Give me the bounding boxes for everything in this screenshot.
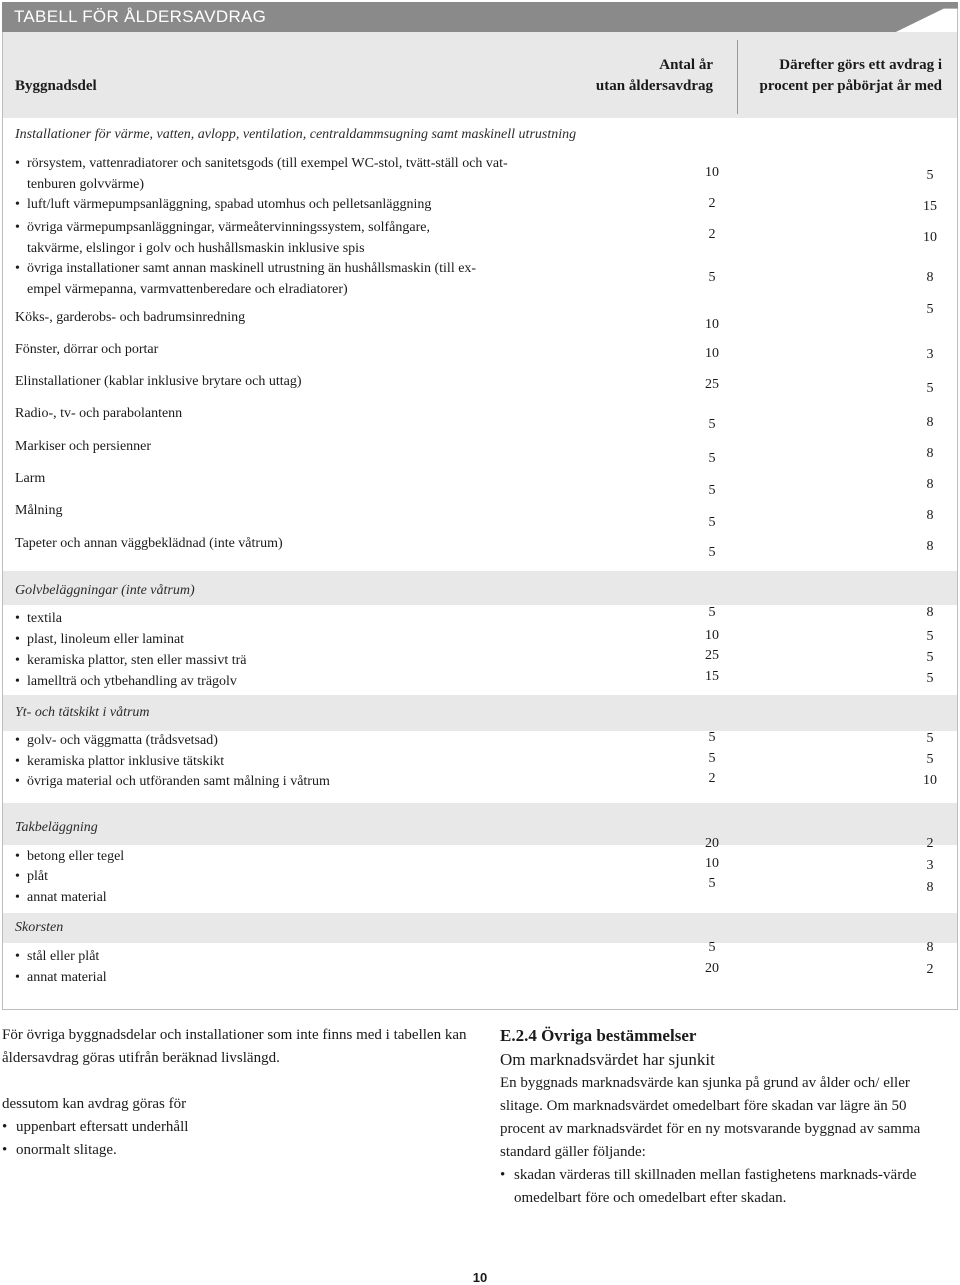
row-label: annat material — [27, 970, 107, 985]
table-title-bar — [2, 2, 958, 32]
percent-value: 5 — [926, 302, 934, 317]
bullet: • — [15, 220, 20, 235]
years-value: 5 — [708, 483, 716, 498]
footer-bullet-list — [2, 1116, 472, 1162]
section-title-yt-och-tatskikt: Yt- och tätskikt i våtrum — [15, 705, 150, 720]
years-value: 10 — [705, 165, 719, 180]
section-title-installationer: Installationer för värme, vatten, avlopp, ventilation, centraldammsugning samt maskinell utrustning — [15, 127, 577, 142]
table-row — [15, 650, 246, 671]
years-value: 2 — [708, 227, 716, 242]
table-row — [15, 608, 62, 629]
percent-value: 5 — [926, 731, 934, 746]
section-band — [3, 913, 957, 943]
percent-value: 5 — [926, 381, 934, 396]
years-value: 15 — [705, 669, 719, 684]
row-label: textila — [27, 611, 62, 626]
years-value: 20 — [705, 961, 719, 976]
header-byggnadsdel: Byggnadsdel — [15, 78, 97, 94]
section-subheading: Om marknadsvärdet har sjunkit — [500, 1050, 715, 1069]
bullet: • — [15, 949, 20, 964]
footer-left-column — [2, 1024, 472, 1162]
table-row — [15, 730, 218, 751]
bullet: • — [15, 632, 20, 647]
row-label: övriga material och utföranden samt målning i våtrum — [27, 774, 330, 789]
years-value: 2 — [708, 196, 716, 211]
percent-value: 2 — [926, 836, 934, 851]
row-label: plåt — [27, 869, 48, 884]
row-label: betong eller tegel — [27, 849, 125, 864]
row-label: rörsystem, vattenradiatorer och sanitetsgods (till exempel WC-stol, tvätt-ställ och vat- tenburen golvvärme) — [27, 156, 508, 192]
percent-value: 8 — [926, 446, 934, 461]
table-row — [15, 751, 224, 772]
bullet: • — [15, 733, 20, 748]
header-antal-ar: Antal år utan åldersavdrag — [595, 57, 713, 94]
percent-value: 5 — [926, 629, 934, 644]
bullet: • — [15, 849, 20, 864]
years-value: 5 — [708, 730, 716, 745]
years-value: 5 — [708, 751, 716, 766]
row-label: Målning — [15, 503, 63, 518]
years-value: 25 — [705, 648, 719, 663]
percent-value: 10 — [923, 230, 937, 245]
years-value: 10 — [705, 346, 719, 361]
row-label: övriga installationer samt annan maskinell utrustning än hushållsmaskin (till ex- empel värmepanna, varmvattenberedare och elradiatorer) — [27, 261, 477, 297]
bullet: • — [15, 611, 20, 626]
table-row — [15, 967, 107, 988]
bullet: • — [15, 674, 20, 689]
row-label: Larm — [15, 471, 46, 486]
page-number: 10 — [472, 1270, 488, 1285]
row-label: keramiska plattor, sten eller massivt trä — [27, 653, 247, 668]
years-value: 5 — [708, 270, 716, 285]
percent-value: 8 — [926, 940, 934, 955]
table-row — [15, 671, 237, 692]
years-value: 2 — [708, 771, 716, 786]
bullet: • — [15, 890, 20, 905]
section-heading: E.2.4 Övriga bestämmelser — [500, 1026, 697, 1045]
bullet: • — [15, 261, 20, 276]
row-label: Radio-, tv- och parabolantenn — [15, 406, 183, 421]
percent-value: 8 — [926, 539, 934, 554]
bullet: • — [15, 970, 20, 985]
years-value: 10 — [705, 856, 719, 871]
table-row — [15, 217, 430, 259]
section-title-golvbelaggningar: Golvbeläggningar (inte våtrum) — [15, 583, 195, 598]
row-label: lamellträ och ytbehandling av trägolv — [27, 674, 237, 689]
section-band — [3, 803, 957, 845]
table-row — [15, 153, 508, 195]
percent-value: 8 — [926, 477, 934, 492]
header-column-separator — [737, 40, 738, 114]
percent-value: 3 — [926, 858, 934, 873]
bullet: • — [15, 774, 20, 789]
years-value: 5 — [708, 515, 716, 530]
row-label: Tapeter och annan väggbeklädnad (inte våtrum) — [15, 536, 283, 551]
list-item: • uppenbart eftersatt underhåll — [2, 1116, 472, 1139]
years-value: 5 — [708, 876, 716, 891]
row-label: stål eller plåt — [27, 949, 100, 964]
footer-right-column — [500, 1024, 955, 1210]
table-row — [15, 194, 431, 215]
table-row — [15, 846, 124, 867]
footer-paragraph: dessutom kan avdrag göras för — [2, 1096, 187, 1112]
years-value: 10 — [705, 317, 719, 332]
percent-value: 8 — [926, 880, 934, 895]
table-row — [15, 887, 107, 908]
row-label: plast, linoleum eller laminat — [27, 632, 185, 647]
bullet: • — [15, 653, 20, 668]
row-label: Fönster, dörrar och portar — [15, 342, 159, 357]
header-avdrag-procent: Därefter görs ett avdrag i procent per påbörjat år med — [759, 57, 942, 94]
percent-value: 5 — [926, 671, 934, 686]
list-item: • skadan värderas till skillnaden mellan fastighetens marknads-värde omedelbart före och omedelbart efter skadan. — [500, 1164, 955, 1210]
row-label: annat material — [27, 890, 107, 905]
years-value: 5 — [708, 605, 716, 620]
bullet: • — [15, 754, 20, 769]
percent-value: 8 — [926, 270, 934, 285]
percent-value: 8 — [926, 415, 934, 430]
percent-value: 3 — [926, 347, 934, 362]
row-label: övriga värmepumpsanläggningar, värmeåtervinningssystem, solfångare, takvärme, elslingor i golv och hushållsmaskin inklusive spis — [27, 220, 430, 256]
footer-paragraph: För övriga byggnadsdelar och installationer som inte finns med i tabellen kan åldersavdrag göras utifrån beräknad livslängd. — [2, 1027, 467, 1066]
row-label: keramiska plattor inklusive tätskikt — [27, 754, 225, 769]
years-value: 25 — [705, 377, 719, 392]
percent-value: 8 — [926, 605, 934, 620]
percent-value: 10 — [923, 773, 937, 788]
bullet: • — [15, 156, 20, 171]
section-title-skorsten: Skorsten — [15, 920, 64, 935]
years-value: 5 — [708, 451, 716, 466]
row-label: Köks-, garderobs- och badrumsinredning — [15, 310, 246, 325]
section-title-takbelaggning: Takbeläggning — [15, 820, 98, 835]
list-item: • onormalt slitage. — [2, 1139, 472, 1162]
row-label: golv- och väggmatta (trådsvetsad) — [27, 733, 218, 748]
percent-value: 5 — [926, 752, 934, 767]
table-row — [15, 629, 184, 650]
percent-value: 2 — [926, 962, 934, 977]
years-value: 5 — [708, 417, 716, 432]
percent-value: 15 — [923, 199, 937, 214]
row-label: Markiser och persienner — [15, 439, 152, 454]
table-row — [15, 771, 330, 792]
table-row — [15, 258, 476, 300]
row-label: luft/luft värmepumpsanläggning, spabad utomhus och pelletsanläggning — [27, 197, 432, 212]
table-row — [15, 946, 99, 967]
percent-value: 5 — [926, 650, 934, 665]
years-value: 5 — [708, 940, 716, 955]
percent-value: 8 — [926, 508, 934, 523]
footer-paragraph: En byggnads marknadsvärde kan sjunka på grund av ålder och/ eller slitage. Om marknadsvärdet omedelbart före skadan var lägre än 50 procent av marknadsvärdet för en ny motsvarande byggnad av samma standard gäller följande: — [500, 1075, 921, 1160]
table-row — [15, 866, 48, 887]
bullet: • — [15, 197, 20, 212]
years-value: 5 — [708, 545, 716, 560]
years-value: 10 — [705, 628, 719, 643]
bullet: • — [15, 869, 20, 884]
years-value: 20 — [705, 836, 719, 851]
footer-bullet-list — [500, 1164, 955, 1210]
table-title: TABELL FÖR ÅLDERSAVDRAG — [14, 7, 267, 26]
row-label: Elinstallationer (kablar inklusive brytare och uttag) — [15, 374, 302, 389]
percent-value: 5 — [926, 168, 934, 183]
